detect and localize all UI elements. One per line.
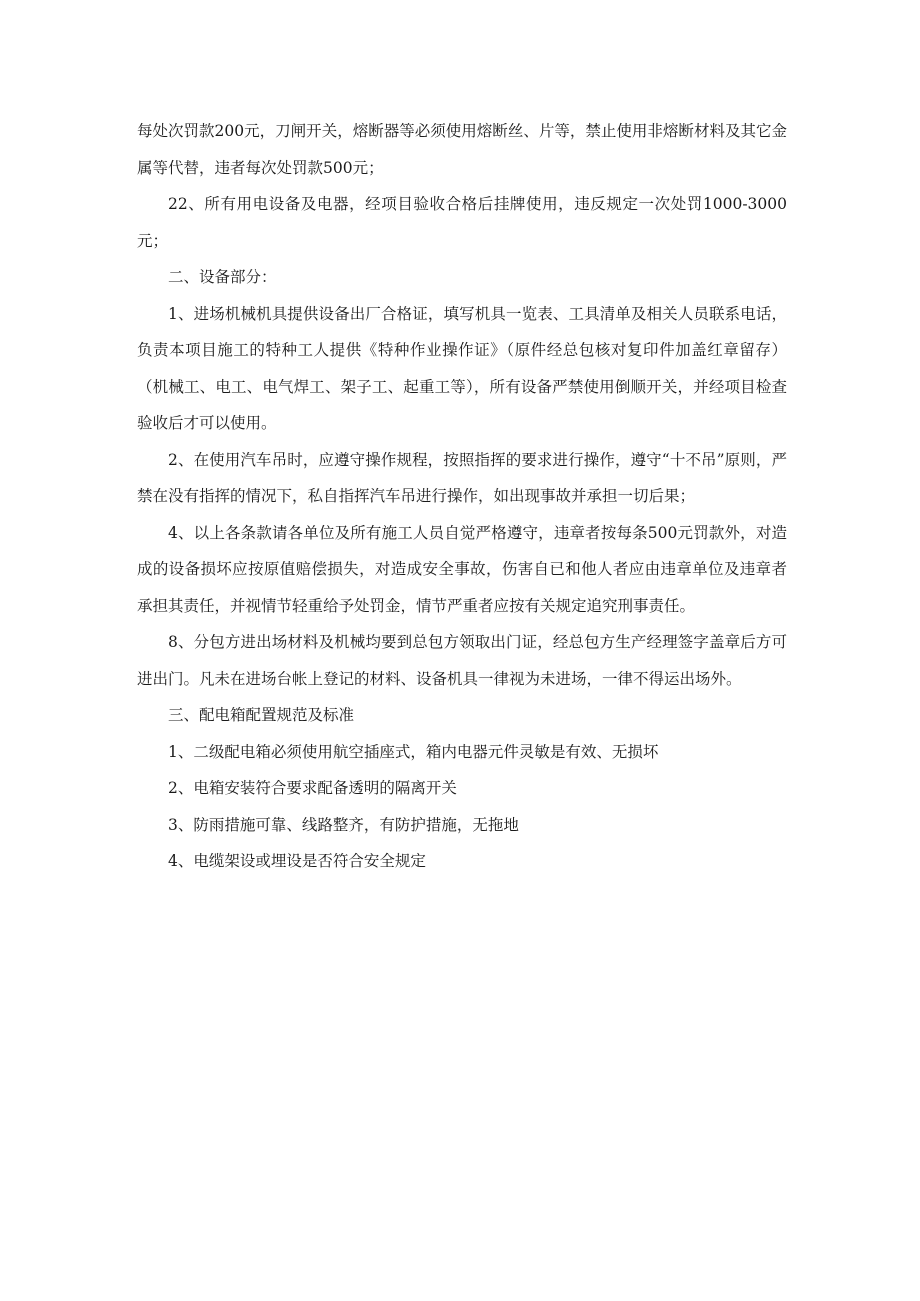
document-body	[137, 113, 787, 880]
paragraph-equipment-4: 4、以上各条款请各单位及所有施工人员自觉严格遵守，违章者按每条500元罚款外，对造成的设备损坏应按原值赔偿损失，对造成安全事故，伤害自已和他人者应由违章单位及违章者承担其责任，并视情节轻重给予处罚金，情节严重者应按有关规定追究刑事责任。	[137, 523, 787, 615]
section-heading-equipment: 二、设备部分：	[168, 268, 277, 286]
paragraph-box-4: 4、电缆架设或埋设是否符合安全规定	[168, 852, 426, 870]
paragraph-fine-continuation: 每处次罚款200元，刀闸开关，熔断器等必须使用熔断丝、片等，禁止使用非熔断材料及其它金属等代替，违者每次处罚款500元；	[137, 122, 787, 177]
paragraph-box-1: 1、二级配电箱必须使用航空插座式，箱内电器元件灵敏是有效、无损坏	[168, 742, 659, 761]
paragraph-box-2: 2、电箱安装符合要求配备透明的隔离开关	[168, 779, 457, 797]
paragraph-equipment-1: 1、进场机械机具提供设备出厂合格证，填写机具一览表、工具清单及相关人员联系电话，负责本项目施工的特种工人提供《特种作业操作证》（原件经总包核对复印件加盖红章留存）（机械工、电工、电气焊工、架子工、起重工等），所有设备严禁使用倒顺开关，并经项目检查验收后才可以使用。	[137, 304, 787, 432]
paragraph-equipment-2: 2、在使用汽车吊时，应遵守操作规程，按照指挥的要求进行操作，遵守“十不吊”原则，严禁在没有指挥的情况下，私自指挥汽车吊进行操作，如出现事故并承担一切后果；	[137, 450, 787, 505]
section-heading-distribution-box: 三、配电箱配置规范及标准	[168, 706, 355, 724]
paragraph-equipment-8: 8、分包方进出场材料及机械均要到总包方领取出门证，经总包方生产经理签字盖章后方可进出门。凡未在进场台帐上登记的材料、设备机具一律视为未进场，一律不得运出场外。	[137, 633, 787, 688]
paragraph-rule-22: 22、所有用电设备及电器，经项目验收合格后挂牌使用，违反规定一次处罚1000-3000元；	[137, 195, 787, 250]
paragraph-box-3: 3、防雨措施可靠、线路整齐，有防护措施，无拖地	[168, 815, 519, 834]
